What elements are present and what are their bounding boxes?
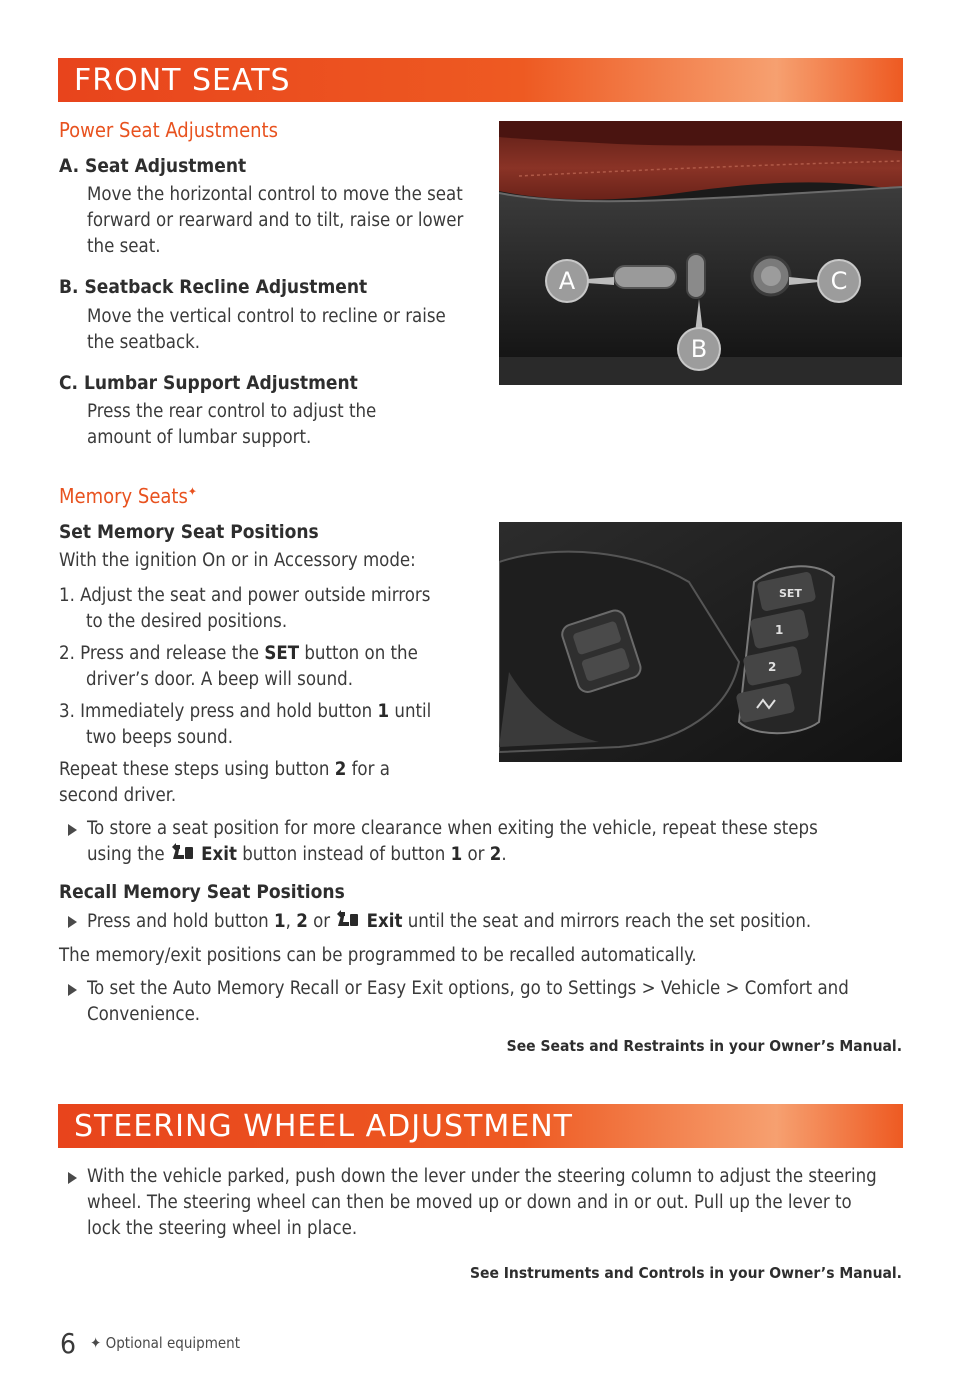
exit-seat-icon — [170, 841, 196, 863]
optional-mark: ✦ — [187, 484, 197, 499]
page-number: 6 — [60, 1327, 77, 1360]
lumbar-text: Press the rear control to adjust the amount of lumbar support. — [87, 401, 377, 448]
section-title: FRONT SEATS — [74, 63, 291, 98]
store-mid: button instead of button — [236, 844, 451, 865]
store-or: or — [462, 844, 490, 865]
settings-text: To set the Auto Memory Recall or Easy Exit options, go to Settings > Vehicle > Comfort and Convenience. — [87, 978, 849, 1025]
section-title: STEERING WHEEL ADJUSTMENT — [74, 1109, 573, 1144]
store-exit: Exit — [201, 844, 237, 865]
instruments-manual-reference: See Instruments and Controls in your Owner’s Manual. — [469, 1264, 902, 1282]
store-position-text: To store a seat position for more clearance when exiting the vehicle, repeat these steps — [87, 818, 818, 839]
front-seats-banner — [58, 58, 903, 102]
auto-recall-text: The memory/exit positions can be programmed to be recalled automatically. — [59, 945, 697, 966]
recall-memory-title: Recall Memory Seat Positions — [59, 881, 345, 903]
store-using: using the — [87, 844, 165, 865]
recall-text — [87, 908, 907, 935]
step-3-pre: 3. Immediately press and hold button — [59, 701, 378, 722]
exit-seat-icon — [335, 908, 361, 930]
bullet-arrow-icon — [68, 824, 77, 836]
steering-wheel-banner — [58, 1104, 903, 1148]
callout-c: C — [819, 261, 859, 301]
repeat-post: for a second driver. — [59, 759, 390, 806]
recline-text: Move the vertical control to recline or raise the seatback. — [87, 306, 446, 353]
bullet-arrow-icon — [68, 916, 77, 928]
recall-exit: Exit — [366, 911, 403, 932]
seats-manual-reference: See Seats and Restraints in your Owner’s Manual. — [506, 1037, 902, 1055]
recall-post: until the seat and mirrors reach the set position. — [402, 911, 812, 932]
set-memory-intro: With the ignition On or in Accessory mode: — [59, 550, 416, 571]
step-2 — [59, 641, 486, 693]
door-memory-photo — [499, 522, 902, 762]
step-2-pre: 2. Press and release the — [59, 643, 265, 664]
recline-title: B. Seatback Recline Adjustment — [59, 276, 368, 298]
bullet-arrow-icon — [68, 984, 77, 996]
door-set-label: SET — [779, 587, 802, 600]
step-1: 1. Adjust the seat and power outside mirrors to the desired positions. — [59, 585, 431, 632]
step-3-button: 1 — [377, 701, 390, 722]
lumbar-title: C. Lumbar Support Adjustment — [59, 372, 358, 394]
step-2-set: SET — [264, 643, 300, 664]
optional-label: Optional equipment — [105, 1334, 240, 1352]
repeat-button: 2 — [334, 759, 347, 780]
step-3 — [59, 699, 466, 751]
repeat-steps — [59, 757, 439, 809]
store-end: . — [501, 844, 507, 865]
power-seat-heading: Power Seat Adjustments — [59, 118, 278, 142]
step-2-post: button on the driver’s door. A beep will sound. — [86, 643, 418, 690]
memory-seats-heading-text: Memory Seats — [59, 484, 188, 508]
callout-a: A — [547, 261, 587, 301]
optional-mark: ✦ — [90, 1334, 102, 1352]
bullet-arrow-icon — [68, 1172, 77, 1184]
optional-equipment-note — [90, 1334, 240, 1352]
seat-controls-photo — [499, 121, 902, 385]
callout-b: B — [679, 329, 719, 369]
door-button-2-label: 2 — [768, 660, 777, 674]
repeat-pre: Repeat these steps using button — [59, 759, 335, 780]
store-button-1: 1 — [450, 844, 463, 865]
set-memory-title: Set Memory Seat Positions — [59, 521, 319, 543]
steering-text: With the vehicle parked, push down the lever under the steering column to adjust the steering wheel. The steering wheel can then be moved up or down and in or out. Pull up the lever to lock the steering wheel in place. — [87, 1166, 877, 1239]
store-button-2: 2 — [489, 844, 502, 865]
door-button-1-label: 1 — [775, 623, 784, 637]
seat-adjustment-text: Move the horizontal control to move the seat forward or rearward and to tilt, raise or lower the seat. — [87, 184, 464, 257]
recall-button-2: 2 — [296, 911, 308, 932]
recall-button-1: 1 — [274, 911, 286, 932]
recall-comma: , — [285, 911, 297, 932]
recall-pre: Press and hold button — [87, 911, 275, 932]
door-photo-illustration — [499, 522, 902, 762]
seat-adjustment-title: A. Seat Adjustment — [59, 155, 247, 177]
recall-or: or — [307, 911, 336, 932]
store-position-line2 — [87, 841, 907, 868]
memory-seats-heading — [59, 484, 197, 508]
step-3-post: until two beeps sound. — [86, 701, 432, 748]
